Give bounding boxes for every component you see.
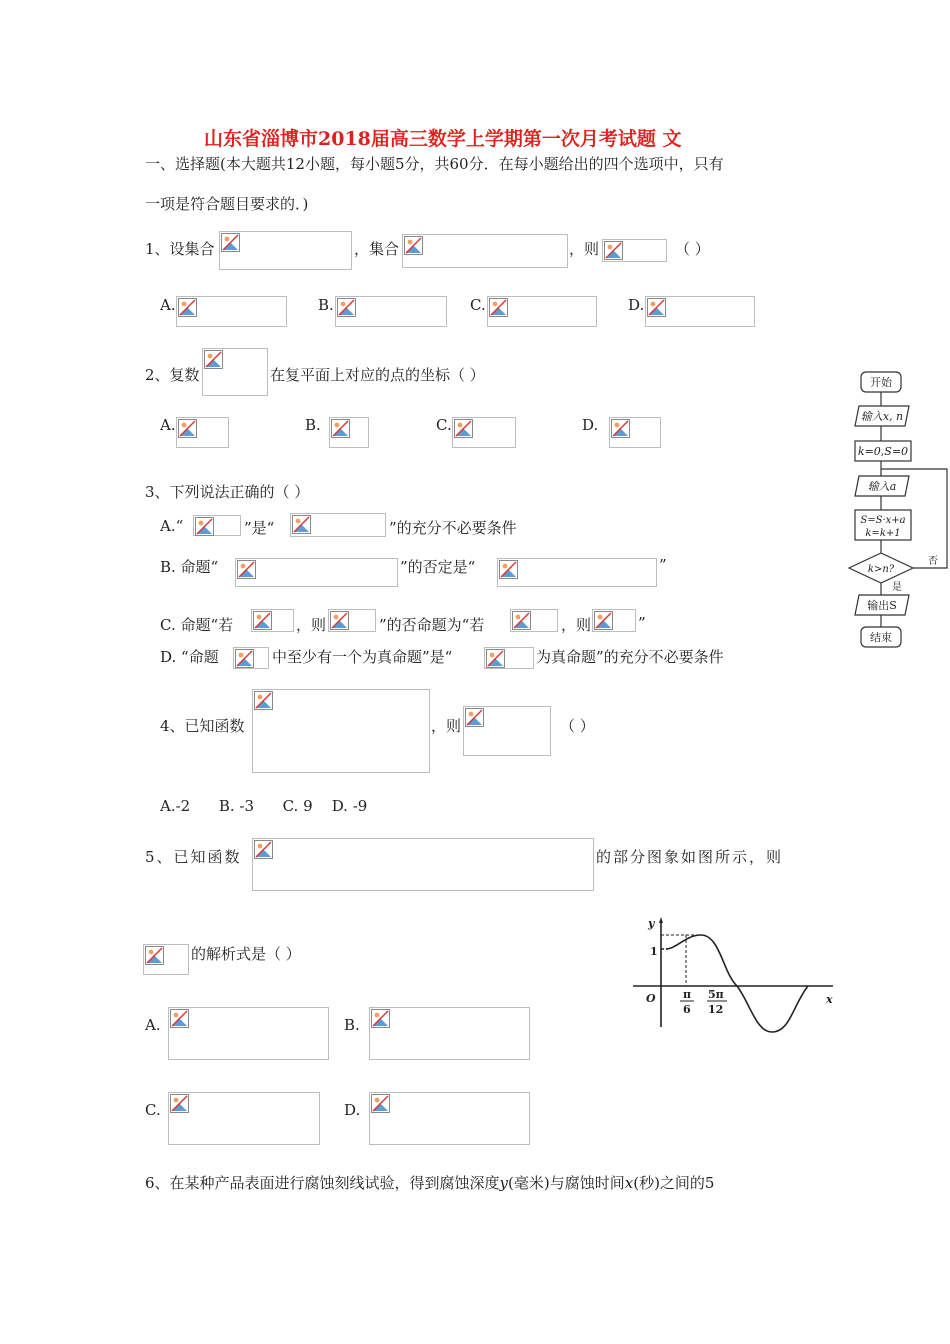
graph-y-label: y bbox=[648, 917, 655, 930]
q6-var-y: y bbox=[499, 1174, 509, 1192]
q2-option-d-image bbox=[609, 417, 661, 448]
q5-fx-image bbox=[143, 944, 189, 975]
broken-image-icon bbox=[195, 517, 214, 536]
broken-image-icon bbox=[465, 708, 484, 727]
q3-d-image-1 bbox=[233, 647, 269, 669]
broken-image-icon bbox=[594, 611, 613, 630]
q4-text-2: ，则 bbox=[431, 717, 462, 735]
q6-text-1: 6、在某种产品表面进行腐蚀刻线试验，得到腐蚀深度 bbox=[145, 1174, 500, 1192]
q2-text-1: 2、复数 bbox=[145, 366, 200, 384]
broken-image-icon bbox=[371, 1094, 390, 1113]
broken-image-icon bbox=[489, 298, 508, 317]
q6-text-3: (秒)之间的5 bbox=[633, 1174, 715, 1192]
q3-c-image-3 bbox=[510, 609, 558, 632]
broken-image-icon bbox=[253, 611, 272, 630]
broken-image-icon bbox=[237, 560, 256, 579]
q2-option-c-image bbox=[452, 417, 516, 448]
broken-image-icon bbox=[178, 298, 197, 317]
q2-text-2: 在复平面上对应的点的坐标（ ） bbox=[270, 366, 485, 384]
q2-option-a-image bbox=[176, 417, 229, 448]
q1-text-2: ，集合 bbox=[354, 240, 400, 258]
q3-d-text-2: 中至少有一个为真命题”是“ bbox=[272, 648, 453, 666]
q3-a-text-3: ”的充分不必要条件 bbox=[389, 519, 517, 537]
section-line-2: 一项是符合题目要求的．) bbox=[145, 195, 309, 213]
broken-image-icon bbox=[178, 419, 197, 438]
broken-image-icon bbox=[170, 1009, 189, 1028]
q4-function-image bbox=[252, 689, 430, 773]
q4-expr-image bbox=[463, 706, 551, 756]
q2-option-a-label: A. bbox=[160, 416, 176, 434]
q3-c-text-4: ，则 bbox=[561, 616, 592, 634]
q1-paren: （ ） bbox=[675, 240, 710, 258]
q3-d-text-1: D. “命题 bbox=[160, 648, 219, 666]
q3-d-image-2 bbox=[484, 647, 534, 669]
q6-text-2: (毫米)与腐蚀时间 bbox=[508, 1174, 625, 1192]
graph-origin: O bbox=[646, 992, 656, 1005]
q5-text-1: 5、已知函数 bbox=[145, 848, 242, 866]
graph-pi-label: π bbox=[683, 988, 692, 1001]
graph-one-label: 1 bbox=[650, 945, 658, 958]
flow-yes-label: 是 bbox=[892, 582, 902, 593]
broken-image-icon bbox=[647, 298, 666, 317]
q3-a-image-2 bbox=[290, 513, 386, 537]
q2-complex-image bbox=[202, 348, 268, 396]
flow-init-label: k=0,S=0 bbox=[857, 445, 909, 458]
q3-c-image-2 bbox=[328, 609, 376, 632]
q3-c-image-1 bbox=[251, 609, 294, 632]
q5-option-d-image bbox=[369, 1092, 530, 1145]
section-line-1: 一、选择题(本大题共12小题，每小题5分，共60分．在每小题给出的四个选项中，只有 bbox=[145, 155, 724, 173]
q2-option-c-label: C. bbox=[436, 416, 452, 434]
q6-var-x: x bbox=[624, 1174, 634, 1192]
graph-twelve-label: 12 bbox=[708, 1003, 724, 1016]
broken-image-icon bbox=[204, 350, 223, 369]
q3-c-text-5: ” bbox=[638, 614, 646, 632]
q1-option-c-image bbox=[487, 296, 597, 327]
q1-option-a-label: A. bbox=[160, 296, 176, 314]
broken-image-icon bbox=[604, 241, 623, 260]
broken-image-icon bbox=[235, 649, 254, 668]
q3-b-image-1 bbox=[235, 558, 398, 587]
flow-end-label: 结束 bbox=[870, 631, 892, 644]
q3-a-image-1 bbox=[193, 515, 241, 536]
broken-image-icon bbox=[337, 298, 356, 317]
broken-image-icon bbox=[454, 419, 473, 438]
flow-condition-label: k>n? bbox=[867, 564, 895, 575]
q1-option-d-label: D. bbox=[628, 296, 645, 314]
broken-image-icon bbox=[404, 236, 423, 255]
flow-input-xn-label: 输入x, n bbox=[860, 410, 904, 423]
q3-c-image-4 bbox=[592, 609, 636, 632]
q1-set-b-image bbox=[402, 234, 568, 268]
flow-update-label-1: S=S·x+a bbox=[860, 515, 906, 526]
q3-c-text-2: ，则 bbox=[296, 616, 327, 634]
broken-image-icon bbox=[221, 233, 240, 252]
q6-text bbox=[145, 1172, 714, 1193]
q4-options: A.-2 B. -3 C. 9 D. -9 bbox=[160, 797, 368, 815]
q3-d-text-3: 为真命题”的充分不必要条件 bbox=[536, 648, 724, 666]
broken-image-icon bbox=[611, 419, 630, 438]
broken-image-icon bbox=[254, 840, 273, 859]
q5-option-a-label: A. bbox=[145, 1016, 161, 1034]
flow-update-label-2: k=k+1 bbox=[865, 528, 901, 539]
q3-c-text-3: ”的否命题为“若 bbox=[379, 616, 485, 634]
graph-x-label: x bbox=[826, 993, 833, 1006]
q5-function-image bbox=[252, 838, 594, 891]
flow-output-label: 输出S bbox=[867, 599, 897, 612]
q2-option-d-label: D. bbox=[582, 416, 599, 434]
q1-option-a-image bbox=[176, 296, 287, 327]
broken-image-icon bbox=[486, 649, 505, 668]
q3-b-text-3: ” bbox=[659, 556, 667, 574]
broken-image-icon bbox=[254, 691, 273, 710]
q3-c-text-1: C. 命题“若 bbox=[160, 616, 234, 634]
q3-b-image-2 bbox=[497, 558, 657, 587]
broken-image-icon bbox=[499, 560, 518, 579]
q1-option-d-image bbox=[645, 296, 755, 327]
broken-image-icon bbox=[170, 1094, 189, 1113]
q1-option-c-label: C. bbox=[470, 296, 486, 314]
broken-image-icon bbox=[292, 515, 311, 534]
sine-graph-figure bbox=[628, 915, 843, 1033]
q5-option-a-image bbox=[168, 1007, 329, 1060]
q4-text-1: 4、已知函数 bbox=[160, 717, 245, 735]
q5-option-b-image bbox=[369, 1007, 530, 1060]
q2-option-b-label: B. bbox=[305, 416, 321, 434]
flow-start-label: 开始 bbox=[870, 376, 892, 389]
q1-option-b-image bbox=[335, 296, 447, 327]
q1-text-1: 1、设集合 bbox=[145, 240, 215, 258]
q1-set-a-image bbox=[219, 231, 352, 270]
q5-option-c-label: C. bbox=[145, 1101, 161, 1119]
flow-input-a-label: 输入a bbox=[867, 480, 897, 493]
q1-option-b-label: B. bbox=[318, 296, 334, 314]
flowchart-figure bbox=[845, 370, 950, 650]
broken-image-icon bbox=[145, 946, 164, 965]
broken-image-icon bbox=[512, 611, 531, 630]
q4-paren: （ ） bbox=[560, 717, 595, 735]
q5-text-2: 的部分图象如图所示，则 bbox=[596, 848, 784, 866]
broken-image-icon bbox=[330, 611, 349, 630]
flow-no-label: 否 bbox=[928, 556, 938, 567]
graph-six-label: 6 bbox=[683, 1003, 691, 1016]
page-title: 山东省淄博市2018届高三数学上学期第一次月考试题 文 bbox=[204, 128, 682, 150]
q2-option-b-image bbox=[329, 417, 369, 448]
q5-text-3: 的解析式是（ ） bbox=[191, 945, 301, 963]
q5-option-b-label: B. bbox=[344, 1016, 360, 1034]
graph-fivepi-label: 5π bbox=[708, 988, 724, 1001]
q1-text-3: ，则 bbox=[569, 240, 600, 258]
broken-image-icon bbox=[331, 419, 350, 438]
q3-b-text-2: ”的否定是“ bbox=[400, 558, 476, 576]
sine-curve bbox=[666, 935, 808, 1032]
q3-a-text-2: ”是“ bbox=[244, 519, 275, 537]
q3-b-text-1: B. 命题“ bbox=[160, 558, 219, 576]
q1-expr-image bbox=[602, 239, 667, 262]
q3-stem: 3、下列说法正确的（ ） bbox=[145, 483, 310, 501]
broken-image-icon bbox=[371, 1009, 390, 1028]
q5-option-c-image bbox=[168, 1092, 320, 1145]
q5-option-d-label: D. bbox=[344, 1101, 361, 1119]
q3-a-text-1: A.“ bbox=[160, 517, 184, 535]
